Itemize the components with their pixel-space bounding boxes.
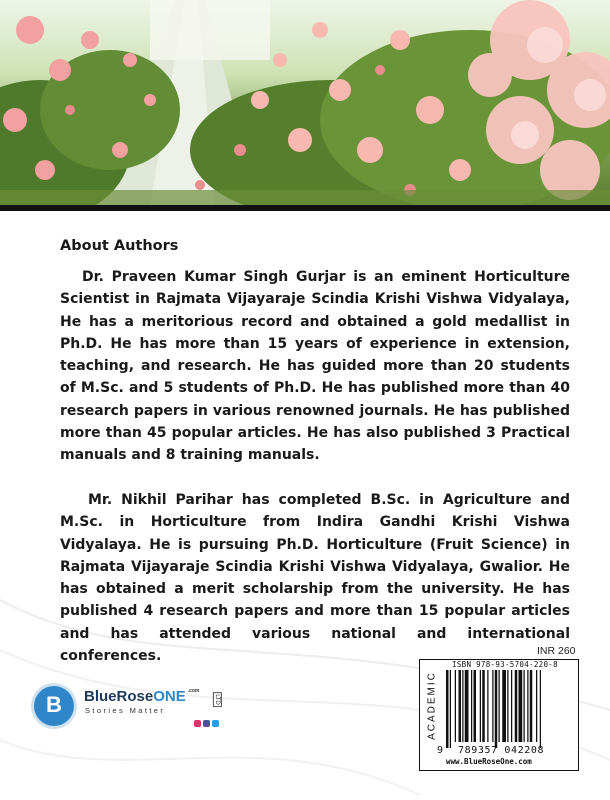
category-label: ACADEMIC <box>426 671 438 740</box>
author-bio-1: Dr. Praveen Kumar Singh Gurjar is an eminent Horticulture Scientist in Rajmata Vijayaraje Scindia Krishi Vishwa Vidyalaya, He has a meritorious record and obtained a gold medallist in Ph.D. He has more than 15 years of experience in extension, teaching, and research. He has guided more than 20 students of M.Sc. and 5 students of Ph.D. He has published more than 40 research papers in various renowned journals. He has published more than 45 popular articles. He has also published 3 Practical manuals and 8 training manuals. <box>60 269 570 464</box>
barcode-bar <box>450 670 451 748</box>
barcode-bar <box>462 670 463 742</box>
barcode-bar <box>465 670 469 742</box>
barcode-bar <box>482 670 485 742</box>
publisher-name-main: BlueRose <box>84 688 154 705</box>
publisher-suffix: LTD <box>213 694 221 705</box>
publisher-tagline: Stories Matter <box>85 706 166 715</box>
publisher-logo <box>28 682 238 732</box>
barcode-bar <box>487 670 488 742</box>
barcode-bar <box>495 670 498 748</box>
isbn-text: ISBN 978-93-5704-220-8 <box>452 660 558 669</box>
publisher-website: www.BlueRoseOne.com <box>446 757 532 766</box>
barcode-bar <box>471 670 472 742</box>
author-bio-2: Mr. Nikhil Parihar has completed B.Sc. in Agriculture and M.Sc. in Horticulture from Indira Gandhi Krishi Vishwa Vidyalaya. He is pursuing Ph.D. Horticulture (Fruit Science) in Rajmata Vijayaraje Scindia Krishi Vishwa Vidyalaya, Gwalior. He has obtained a merit scholarship from the university. He has published 4 research papers and more than 15 popular articles and has attended various national and international conferences. <box>60 492 570 665</box>
barcode-digits: 789357 042208 <box>458 745 545 756</box>
twitter-icon <box>212 720 219 727</box>
barcode-bar <box>446 670 449 748</box>
barcode-bar <box>519 670 523 742</box>
publisher-name <box>84 688 199 705</box>
price-label: INR 260 <box>537 645 576 657</box>
facebook-icon <box>203 720 210 727</box>
barcode-bar <box>474 670 477 742</box>
barcode-bar <box>540 670 541 748</box>
barcode-bar <box>499 670 500 742</box>
instagram-icon <box>194 720 201 727</box>
barcode-bar <box>455 670 456 742</box>
barcode-bar <box>515 670 518 742</box>
barcode-bar <box>502 670 506 742</box>
publisher-domain-suffix: .com <box>187 688 200 694</box>
social-icons <box>194 720 219 727</box>
barcode-first-digit: 9 <box>437 745 444 756</box>
barcode-bars <box>446 670 570 748</box>
publisher-name-accent: ONE <box>153 688 186 705</box>
barcode-bar <box>507 670 508 742</box>
barcode-bar <box>524 670 525 742</box>
barcode-bar <box>459 670 462 742</box>
about-authors-heading: About Authors <box>60 238 179 254</box>
barcode-bar <box>492 670 493 742</box>
barcode-bar <box>536 670 537 742</box>
barcode-bar <box>511 670 512 742</box>
rose-garden-photo <box>0 0 610 205</box>
barcode-bar <box>480 670 481 742</box>
photo-divider <box>0 205 610 211</box>
bluerose-logo-icon <box>34 686 74 726</box>
barcode-bar <box>530 670 533 742</box>
logo-letter: B <box>46 692 62 717</box>
barcode-bar <box>527 670 528 742</box>
